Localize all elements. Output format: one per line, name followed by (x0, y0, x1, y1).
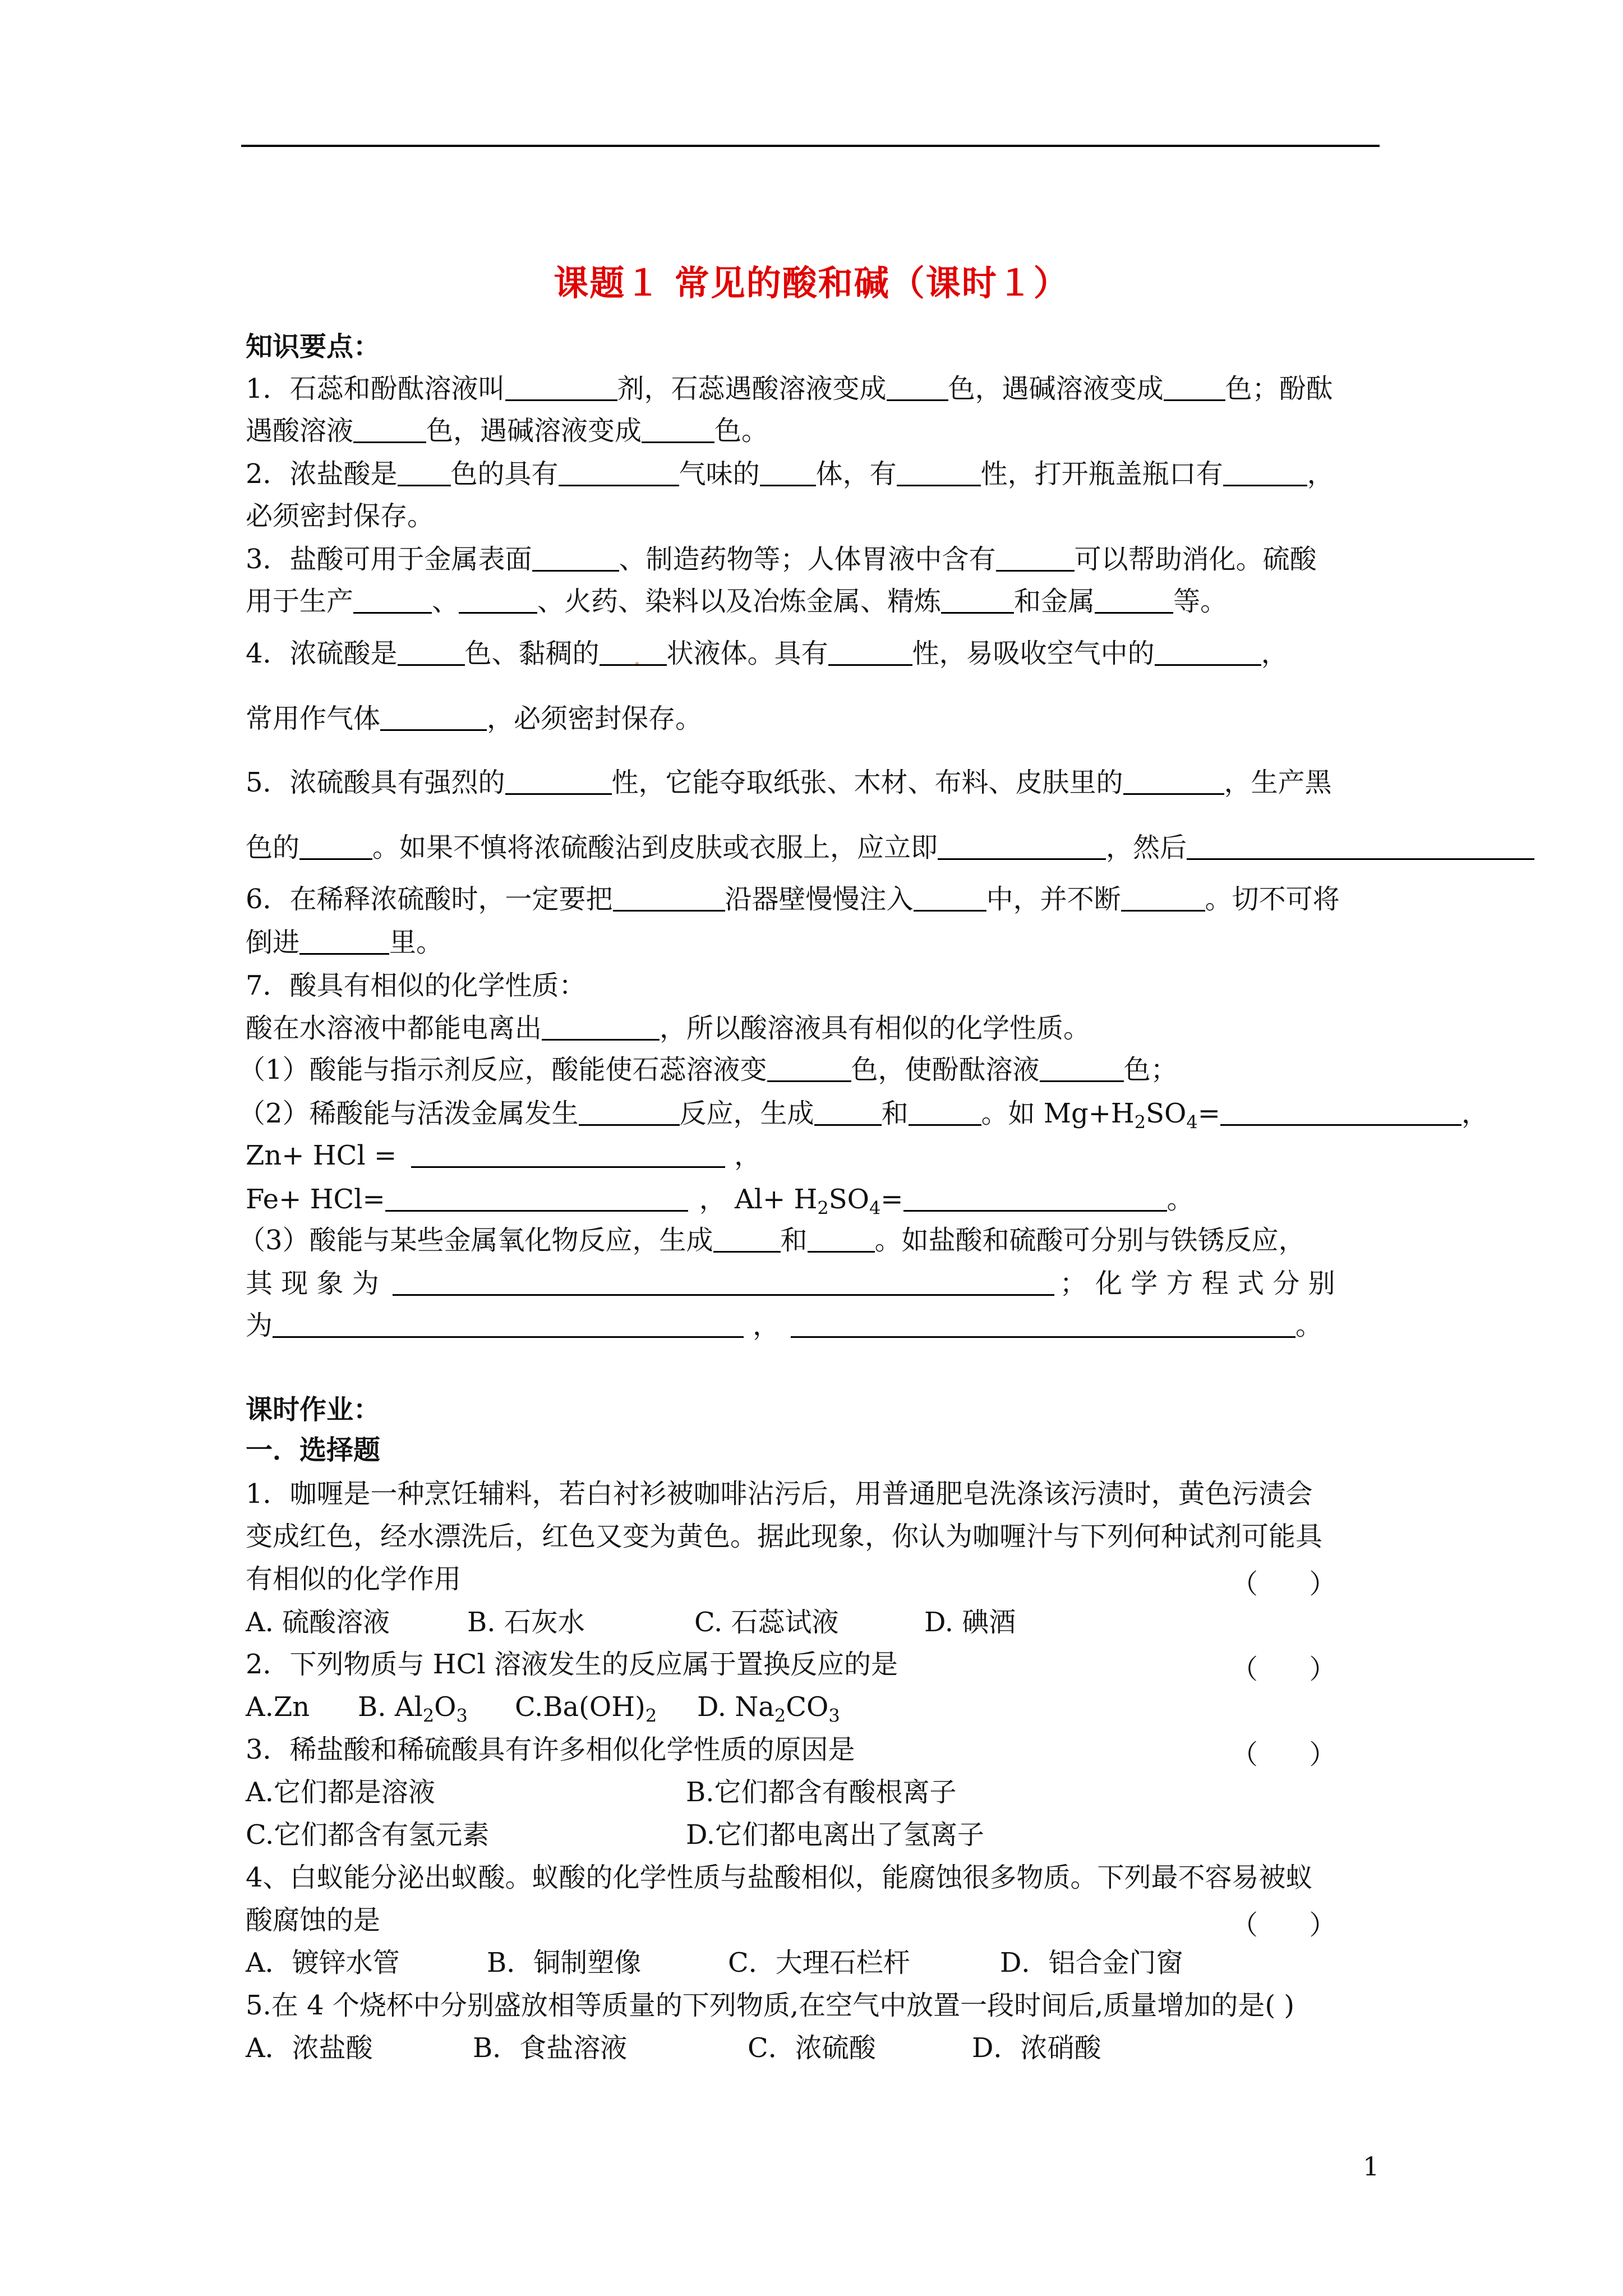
text: 。如果不慎将浓硫酸沾到皮肤或衣服上，应立即 (372, 832, 938, 863)
text: （2）稀酸能与活泼金属发生 (238, 1098, 579, 1129)
q3-options-row-2 (246, 1818, 984, 1852)
text: Fe+ HCl= (246, 1184, 385, 1215)
knowledge-line-10 (246, 831, 1534, 864)
blank[interactable] (909, 1098, 981, 1126)
text: 色，使酚酞溶液 (851, 1054, 1040, 1085)
text: 、 (432, 586, 459, 617)
text: 常用作气体 (246, 703, 381, 734)
text: 气味的 (679, 458, 760, 490)
q1-answer-paren[interactable]: （ ） (1231, 1568, 1336, 1600)
blank[interactable] (760, 459, 816, 486)
text: 里。 (389, 927, 444, 958)
q1-line-2: 变成红色，经水漂洗后，红色又变为黄色。据此现象，你认为咖喱汁与下列何种试剂可能具 (246, 1521, 1323, 1552)
text: 可以帮助消化。硫酸 (1074, 544, 1317, 575)
q4-line-2: 酸腐蚀的是 (246, 1904, 381, 1936)
text: 色，遇碱溶液变成 (426, 415, 642, 447)
text: 性，打开瓶盖瓶口有 (980, 458, 1223, 490)
text: 色的 (246, 832, 300, 863)
blank[interactable] (613, 884, 725, 912)
q3-option-c[interactable]: C.它们都含有氢元素 (246, 1819, 490, 1851)
text: = (880, 1184, 903, 1215)
text: ，生产黑 (1224, 767, 1332, 798)
subscript: 4 (1186, 1111, 1198, 1133)
knowledge-line-20 (246, 1267, 1335, 1300)
text: C.Ba(OH) (515, 1691, 645, 1723)
text: 色。 (714, 415, 769, 447)
knowledge-line-3 (246, 457, 1334, 491)
text: 性，易吸收空气中的 (912, 638, 1155, 669)
knowledge-line-1 (246, 372, 1333, 406)
blank[interactable] (600, 638, 667, 666)
blank[interactable] (299, 927, 389, 955)
q2-options (246, 1690, 840, 1733)
knowledge-line-18 (246, 1182, 1194, 1225)
q4-option-b[interactable]: B．铜制塑像 (487, 1947, 642, 1978)
text: 体，有 (815, 458, 897, 490)
text: 酸在水溶液中都能电离出 (246, 1013, 542, 1044)
q4-answer-paren[interactable]: （ ） (1231, 1910, 1336, 1941)
text: 3．盐酸可用于金属表面 (246, 544, 532, 575)
subscript: 4 (869, 1197, 881, 1219)
text: Zn+ HCl = (246, 1140, 397, 1171)
text: B. Al (358, 1691, 423, 1723)
text: ，然后 (1106, 832, 1187, 863)
knowledge-line-6 (246, 585, 1227, 618)
knowledge-line-14 (246, 1011, 1090, 1045)
text: SO (1146, 1098, 1187, 1129)
q1-option-d[interactable]: D. 碘酒 (924, 1607, 1016, 1638)
text: 色；酚酞 (1225, 373, 1333, 404)
q5-options (246, 2031, 1101, 2065)
blank[interactable] (941, 586, 1014, 614)
blank[interactable] (642, 416, 714, 443)
text: ， (734, 1140, 762, 1171)
knowledge-line-19 (238, 1223, 1306, 1257)
text: ， (1307, 458, 1334, 490)
q1-line-1: 1．咖喱是一种烹饪辅料，若白衬衫被咖啡沾污后，用普通肥皂洗涤该污渍时，黄色污渍会 (246, 1478, 1313, 1510)
text: 用于生产 (246, 586, 354, 617)
q3-stem: 3．稀盐酸和稀硫酸具有许多相似化学性质的原因是 (246, 1734, 855, 1765)
text: 。如盐酸和硫酸可分别与铁锈反应， (874, 1225, 1306, 1256)
header-rule (241, 145, 1380, 147)
text: 。 (1166, 1184, 1194, 1215)
blank[interactable] (353, 416, 426, 443)
q1-options (246, 1605, 1016, 1639)
knowledge-line-16 (238, 1097, 1488, 1139)
q3-answer-paren[interactable]: （ ） (1231, 1739, 1336, 1770)
q5-option-c[interactable]: C．浓硫酸 (748, 2032, 876, 2064)
q4-options (246, 1946, 1183, 1980)
blank[interactable] (914, 884, 986, 912)
blank[interactable] (1223, 459, 1307, 486)
blank[interactable] (996, 544, 1075, 572)
text: 。 (1295, 1310, 1323, 1341)
subscript: 3 (828, 1705, 840, 1727)
text: D. Na (697, 1691, 774, 1723)
q5-option-a[interactable]: A．浓盐酸 (246, 2032, 373, 2064)
blank[interactable] (1155, 638, 1261, 666)
blank[interactable] (385, 1184, 688, 1212)
blank[interactable] (398, 459, 451, 486)
q5-option-d[interactable]: D．浓硝酸 (972, 2032, 1101, 2064)
text: ， (753, 1310, 780, 1341)
blank[interactable] (814, 1098, 882, 1126)
text: 反应，生成 (679, 1098, 814, 1129)
text: 剂，石蕊遇酸溶液变成 (617, 373, 887, 404)
text: = (1197, 1098, 1220, 1129)
q5-stem: 5.在 4 个烧杯中分别盛放相等质量的下列物质,在空气中放置一段时间后,质量增加的是( ) (246, 1990, 1295, 2021)
q2-option-d[interactable] (697, 1690, 840, 1733)
q4-option-a[interactable]: A．镀锌水管 (246, 1947, 400, 1978)
text: 色的具有 (450, 458, 559, 490)
blank[interactable] (887, 374, 948, 401)
subscript: 2 (817, 1197, 829, 1219)
q3-option-d[interactable]: D.它们都电离出了氢离子 (686, 1819, 985, 1851)
blank[interactable] (1095, 586, 1173, 614)
knowledge-line-9 (246, 766, 1332, 799)
q2-stem: 2．下列物质与 HCl 溶液发生的反应属于置换反应的是 (246, 1649, 898, 1680)
blank[interactable] (299, 832, 372, 860)
blank[interactable] (542, 1013, 660, 1041)
q1-line-3: 有相似的化学作用 (246, 1563, 462, 1595)
blank[interactable] (380, 703, 487, 731)
section-heading: 一．选择题 (246, 1434, 381, 1466)
text: 为 (246, 1310, 273, 1341)
text: 其 现 象 为 (246, 1268, 379, 1299)
text: （3）酸能与某些金属氧化物反应，生成 (238, 1225, 713, 1256)
text: 5．浓硫酸具有强烈的 (246, 767, 505, 798)
blank[interactable] (559, 459, 679, 486)
blank[interactable] (353, 586, 432, 614)
blank[interactable] (791, 1310, 1295, 1338)
q5-option-b[interactable]: B．食盐溶液 (473, 2032, 628, 2064)
knowledge-line-15 (238, 1053, 1178, 1087)
page-number: 1 (1363, 2151, 1380, 2182)
blank[interactable] (579, 1098, 680, 1126)
q4-line-1: 4、白蚁能分泌出蚁酸。蚁酸的化学性质与盐酸相似，能腐蚀很多物质。下列最不容易被蚁 (246, 1862, 1313, 1893)
text: 色、黏稠的 (464, 638, 600, 669)
subscript: 2 (774, 1705, 786, 1727)
subscript: 2 (645, 1705, 657, 1727)
text: 中，并不断 (986, 884, 1121, 915)
text: 1．石蕊和酚酞溶液叫 (246, 373, 505, 404)
q4-option-c[interactable]: C．大理石栏杆 (728, 1947, 910, 1978)
text: 色； (1123, 1054, 1178, 1085)
text: 6．在稀释浓硫酸时，一定要把 (246, 884, 613, 915)
knowledge-line-4: 必须密封保存。 (246, 500, 435, 532)
text: 4．浓硫酸是 (246, 638, 398, 669)
q3-options-row-1 (246, 1775, 957, 1809)
blank[interactable] (505, 767, 612, 795)
text: SO (828, 1184, 869, 1215)
page-title: 课题１ 常见的酸和碱（课时１） (554, 263, 1069, 303)
knowledge-line-13: 7．酸具有相似的化学性质： (246, 970, 586, 1001)
blank[interactable] (1121, 884, 1205, 912)
text: ，所以酸溶液具有相似的化学性质。 (660, 1013, 1091, 1044)
text: ， Al+ H (699, 1184, 818, 1215)
text: （1）酸能与指示剂反应，酸能使石蕊溶液变 (238, 1054, 767, 1085)
text: 、制造药物等；人体胃液中含有 (619, 544, 996, 575)
knowledge-line-5 (246, 542, 1317, 576)
q1-option-a[interactable]: A. 硫酸溶液 (246, 1607, 390, 1638)
text: 。切不可将 (1205, 884, 1340, 915)
blank[interactable] (938, 832, 1106, 860)
blank[interactable] (903, 1184, 1167, 1212)
blank[interactable] (459, 586, 537, 614)
blank[interactable] (398, 638, 465, 666)
q2-option-b[interactable] (358, 1690, 515, 1733)
text: 。如 Mg+H (981, 1098, 1135, 1129)
q3-option-b[interactable]: B.它们都含有酸根离子 (686, 1777, 957, 1808)
blank[interactable] (1040, 1055, 1124, 1082)
text: 状液体。具有 (666, 638, 828, 669)
blank[interactable] (505, 374, 617, 401)
text: O (434, 1691, 457, 1723)
blank[interactable] (1220, 1098, 1461, 1126)
blank[interactable] (393, 1268, 1054, 1296)
text: CO (786, 1691, 829, 1723)
text: 、火药、染料以及冶炼金属、精炼 (537, 586, 942, 617)
text: 等。 (1173, 586, 1228, 617)
blank[interactable] (1164, 374, 1225, 401)
q4-option-d[interactable]: D．铝合金门窗 (1000, 1947, 1183, 1978)
knowledge-line-2 (246, 414, 768, 448)
knowledge-line-11 (246, 882, 1340, 916)
q3-option-a[interactable]: A.它们都是溶液 (246, 1777, 435, 1808)
homework-heading: 课时作业： (246, 1394, 381, 1425)
q1-option-b[interactable]: B. 石灰水 (467, 1607, 585, 1638)
text: 和金属 (1014, 586, 1095, 617)
knowledge-line-8 (246, 702, 702, 735)
knowledge-line-21 (246, 1309, 1322, 1342)
text: 遇酸溶液 (246, 415, 354, 447)
blank[interactable] (532, 544, 619, 572)
knowledge-line-17 (246, 1139, 761, 1172)
blank[interactable] (1123, 767, 1224, 795)
text: ； 化 学 方 程 式 分 别 (1059, 1268, 1335, 1299)
blank[interactable] (713, 1225, 781, 1253)
text: 和 (780, 1225, 808, 1256)
text: ， (1261, 638, 1288, 669)
q2-option-a[interactable]: A.Zn (246, 1691, 310, 1723)
text: ，必须密封保存。 (487, 703, 703, 734)
text: ， (1461, 1098, 1488, 1129)
blank[interactable] (767, 1055, 851, 1082)
text: 性，它能夺取纸张、木材、布料、皮肤里的 (611, 767, 1123, 798)
q1-option-c[interactable]: C. 石蕊试液 (694, 1607, 839, 1638)
knowledge-heading: 知识要点： (246, 331, 381, 362)
blank[interactable] (273, 1310, 744, 1338)
q2-option-c[interactable] (515, 1690, 697, 1733)
subscript: 3 (456, 1705, 468, 1727)
text: 倒进 (246, 927, 300, 958)
subscript: 2 (1134, 1111, 1146, 1133)
blank[interactable] (808, 1225, 875, 1253)
subscript: 2 (422, 1705, 435, 1727)
text: 沿器壁慢慢注入 (725, 884, 914, 915)
text: 和 (881, 1098, 909, 1129)
blank[interactable] (897, 459, 981, 486)
text: 2．浓盐酸是 (246, 458, 398, 490)
blank[interactable] (828, 638, 912, 666)
blank[interactable] (1187, 832, 1534, 860)
q2-answer-paren[interactable]: （ ） (1231, 1654, 1336, 1685)
knowledge-line-12 (246, 926, 443, 959)
knowledge-line-7 (246, 637, 1288, 670)
blank[interactable] (411, 1140, 725, 1168)
text: 色，遇碱溶液变成 (948, 373, 1164, 404)
